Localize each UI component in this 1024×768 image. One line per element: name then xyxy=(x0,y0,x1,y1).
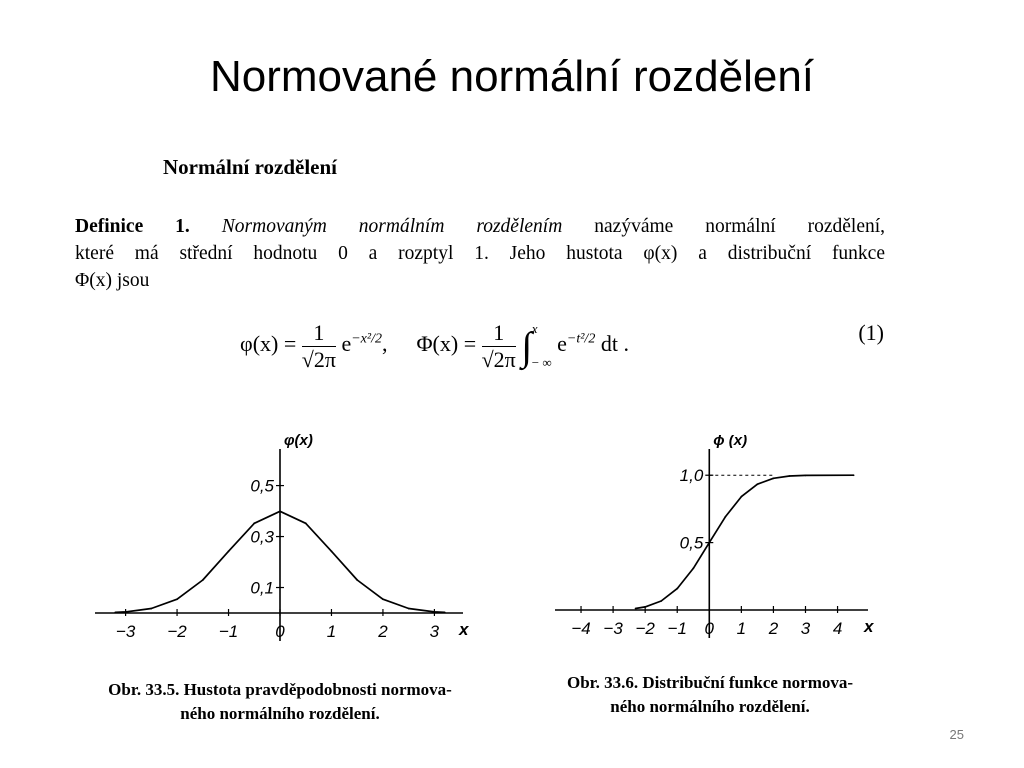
curve-point xyxy=(644,606,646,608)
definition-line1-rest: nazýváme normální rozdělení, xyxy=(594,216,886,237)
x-tick-label: 1 xyxy=(736,619,747,638)
equation-number: (1) xyxy=(858,320,884,345)
curve-point xyxy=(740,496,742,498)
Phi-integrand: e xyxy=(557,331,567,357)
x-tick-label: 0 xyxy=(275,622,285,641)
caption-right-line1: Obr. 33.6. Distribuční funkce normova- xyxy=(566,673,854,692)
y-axis-label: ϕ (x) xyxy=(713,435,748,449)
section-heading: Normální rozdělení xyxy=(163,155,338,179)
curve-point xyxy=(279,510,281,512)
integral-upper: x xyxy=(531,321,538,336)
x-tick-label: 2 xyxy=(768,619,779,638)
Phi-denominator: √2π xyxy=(481,346,516,372)
phi-lhs: φ(x) = xyxy=(240,331,297,357)
curve-point xyxy=(253,522,255,524)
y-axis-label: φ(x) xyxy=(284,432,313,449)
phi-fraction xyxy=(302,320,336,373)
y-tick-label: 0,5 xyxy=(679,533,704,553)
curve-point xyxy=(676,588,678,590)
x-tick-label: −2 xyxy=(635,619,655,638)
curve-point xyxy=(125,611,127,613)
x-axis-label: x xyxy=(864,617,874,636)
y-tick-label: 0,5 xyxy=(250,476,274,496)
curve-point xyxy=(408,608,410,610)
x-tick-label: −1 xyxy=(218,622,239,641)
integral-lower: − ∞ xyxy=(531,355,552,370)
x-tick-label: −4 xyxy=(571,619,591,638)
x-tick-label: −1 xyxy=(667,619,687,638)
curve-point xyxy=(176,598,178,600)
curve-point xyxy=(724,516,726,518)
Phi-fraction xyxy=(482,320,516,373)
density-chart xyxy=(95,415,475,645)
definition-line-3: Φ(x) jsou xyxy=(75,270,150,291)
caption-right xyxy=(530,671,890,719)
curve-point xyxy=(773,477,775,479)
curve-point xyxy=(382,598,384,600)
y-tick-label: 0,1 xyxy=(250,578,274,598)
curve-point xyxy=(434,611,436,613)
curve-point xyxy=(789,475,791,477)
y-tick-label: 0,3 xyxy=(250,527,274,547)
Phi-numerator: 1 xyxy=(482,320,516,347)
x-tick-label: 3 xyxy=(800,619,811,638)
curve-point xyxy=(444,611,446,613)
phi-numerator: 1 xyxy=(302,320,336,347)
curve-point xyxy=(635,608,637,610)
x-tick-label: 4 xyxy=(832,619,843,638)
caption-right-line2: ného normálního rozdělení. xyxy=(610,697,810,716)
x-tick-label: 2 xyxy=(378,622,388,641)
formula-block: φ(x) = $\frac{1}{√2\pi}$ $e^{-x^2/2}$, Φ(x) = $\frac{1}{√2\pi}$ ∫ x − ∞ $e^{-t^2/2}$ dt . (1) xyxy=(240,312,890,382)
curve-point xyxy=(756,483,758,485)
phi-exp: e xyxy=(341,331,352,357)
curve-point xyxy=(202,579,204,581)
definition-line-1 xyxy=(75,213,885,240)
phi-exp-sup: −x²/2 xyxy=(351,331,382,347)
caption-left xyxy=(70,678,490,726)
phi-denominator: √2π xyxy=(301,346,336,372)
curve-point xyxy=(356,579,358,581)
caption-left-line1: Obr. 33.5. Hustota pravděpodobnosti normova- xyxy=(108,680,452,699)
curve-line xyxy=(636,475,854,608)
x-tick-label: −2 xyxy=(167,622,187,641)
curve-point xyxy=(660,600,662,602)
curve-point xyxy=(150,608,152,610)
x-axis-label: x xyxy=(459,620,469,639)
curve-point xyxy=(805,474,807,476)
cdf-chart xyxy=(555,435,885,645)
definition-label: Definice 1. xyxy=(75,216,190,237)
Phi-tail: dt . xyxy=(600,331,629,357)
x-tick-label: 1 xyxy=(326,622,337,641)
curve-point xyxy=(305,522,307,524)
definition-paragraph xyxy=(75,213,885,294)
x-tick-label: 3 xyxy=(429,622,440,641)
Phi-integrand-sup: −t²/2 xyxy=(566,331,596,347)
curve-point xyxy=(331,550,333,552)
page-number: 25 xyxy=(949,727,964,742)
y-tick-label: 1,0 xyxy=(679,466,704,486)
x-tick-label: −3 xyxy=(603,619,623,638)
curve-point xyxy=(853,474,855,476)
x-tick-label: −3 xyxy=(115,622,136,641)
Phi-lhs: Φ(x) = xyxy=(416,331,477,357)
definition-term: Normovaným normálním rozdělením xyxy=(221,216,563,237)
caption-left-line2: ného normálního rozdělení. xyxy=(180,704,380,723)
curve-point xyxy=(228,550,230,552)
curve-point xyxy=(708,542,710,544)
definition-line-2: které má střední hodnotu 0 a rozptyl 1. Jeho hustota φ(x) a distribuční funkce xyxy=(75,243,885,264)
curve-point xyxy=(114,611,116,613)
integral-sign: ∫ xyxy=(521,323,533,369)
curve-point xyxy=(692,567,694,569)
x-tick-label: 0 xyxy=(704,619,715,638)
slide-title: Normované normální rozdělení xyxy=(209,52,815,101)
